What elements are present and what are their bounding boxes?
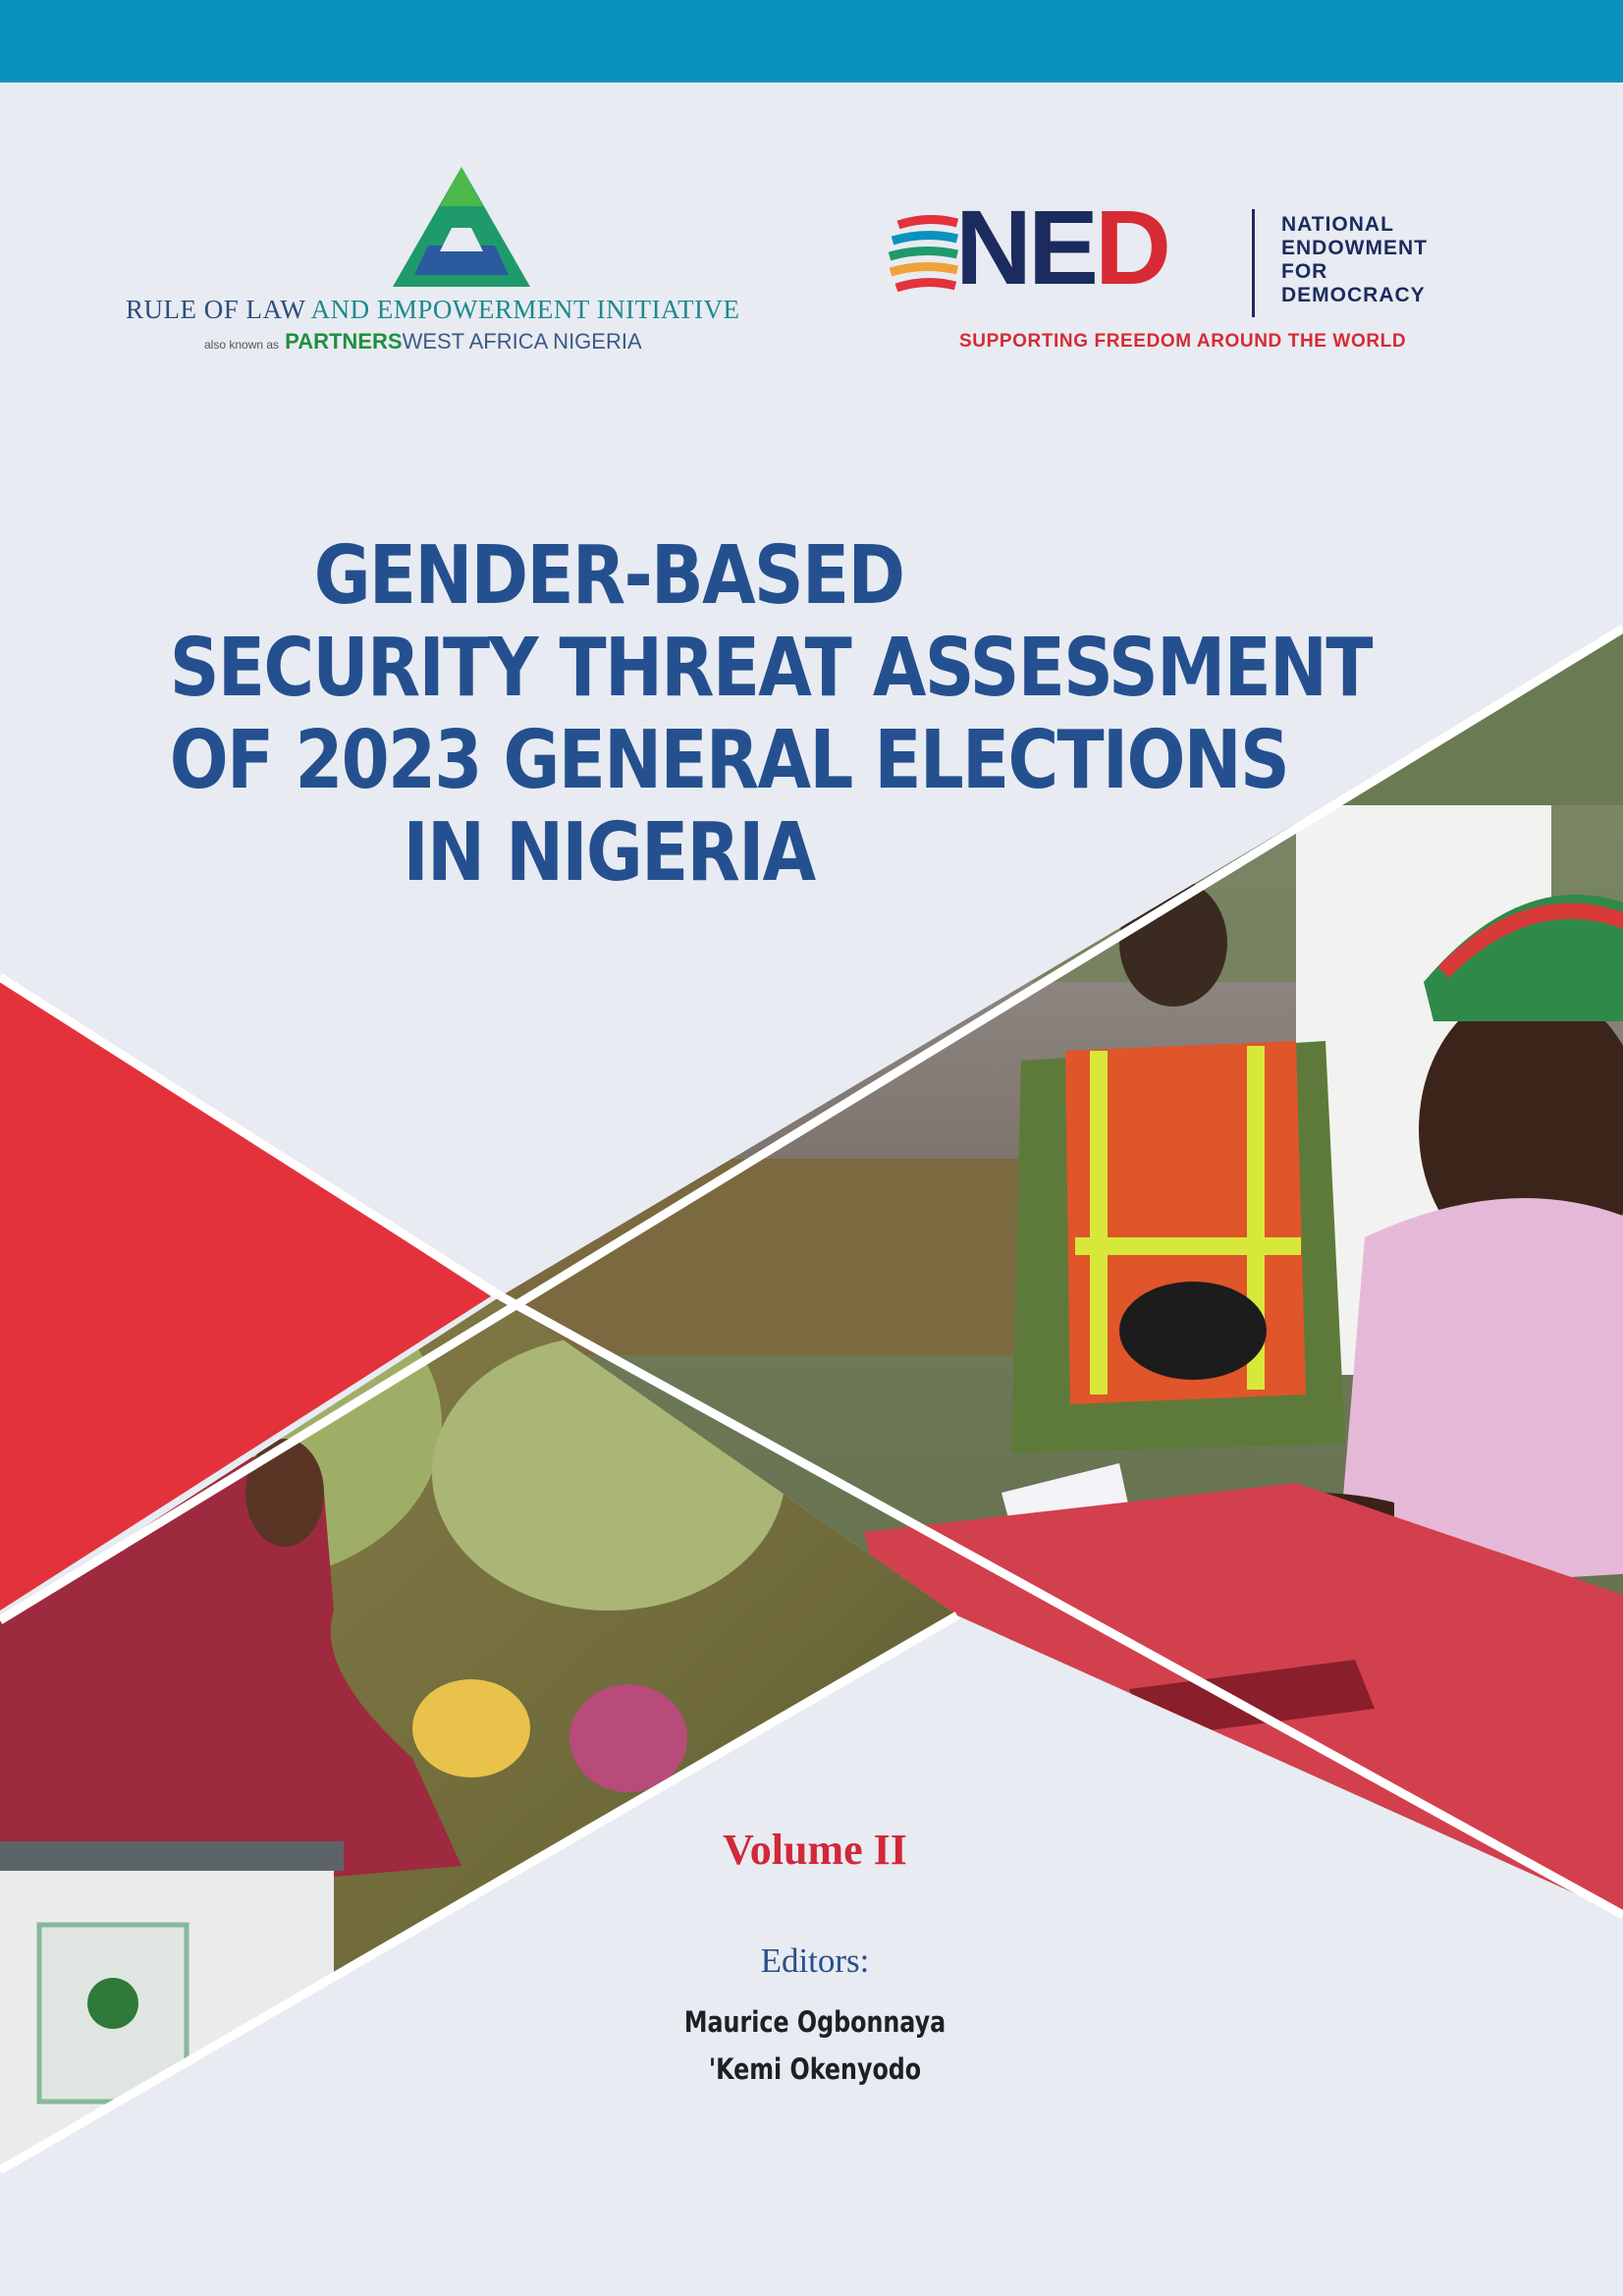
editors-label: Editors:: [760, 1941, 870, 1980]
ned-acronym: NED: [955, 188, 1168, 306]
rolei-aka: also known as PARTNERSWEST AFRICA NIGERIA: [204, 329, 642, 354]
ned-full-name: NATIONAL ENDOWMENT FOR DEMOCRACY: [1281, 213, 1428, 306]
ned-divider: [1252, 209, 1255, 317]
rolei-name: RULE OF LAW AND EMPOWERMENT INITIATIVE: [126, 295, 740, 324]
rolei-triangle-icon: [393, 167, 530, 287]
report-title: GENDER-BASED SECURITY THREAT ASSESSMENT OF 2023 GENERAL ELECTIONS IN NIGERIA: [169, 529, 1372, 900]
ned-tagline: SUPPORTING FREEDOM AROUND THE WORLD: [959, 331, 1407, 352]
volume-label: Volume II: [723, 1826, 907, 1874]
ned-logo: [889, 188, 1478, 368]
ned-globe-icon: [889, 215, 959, 303]
editor-name: Maurice Ogbonnaya: [683, 2005, 947, 2039]
rolei-logo: [118, 162, 805, 368]
editor-name: 'Kemi Okenyodo: [708, 2052, 922, 2086]
